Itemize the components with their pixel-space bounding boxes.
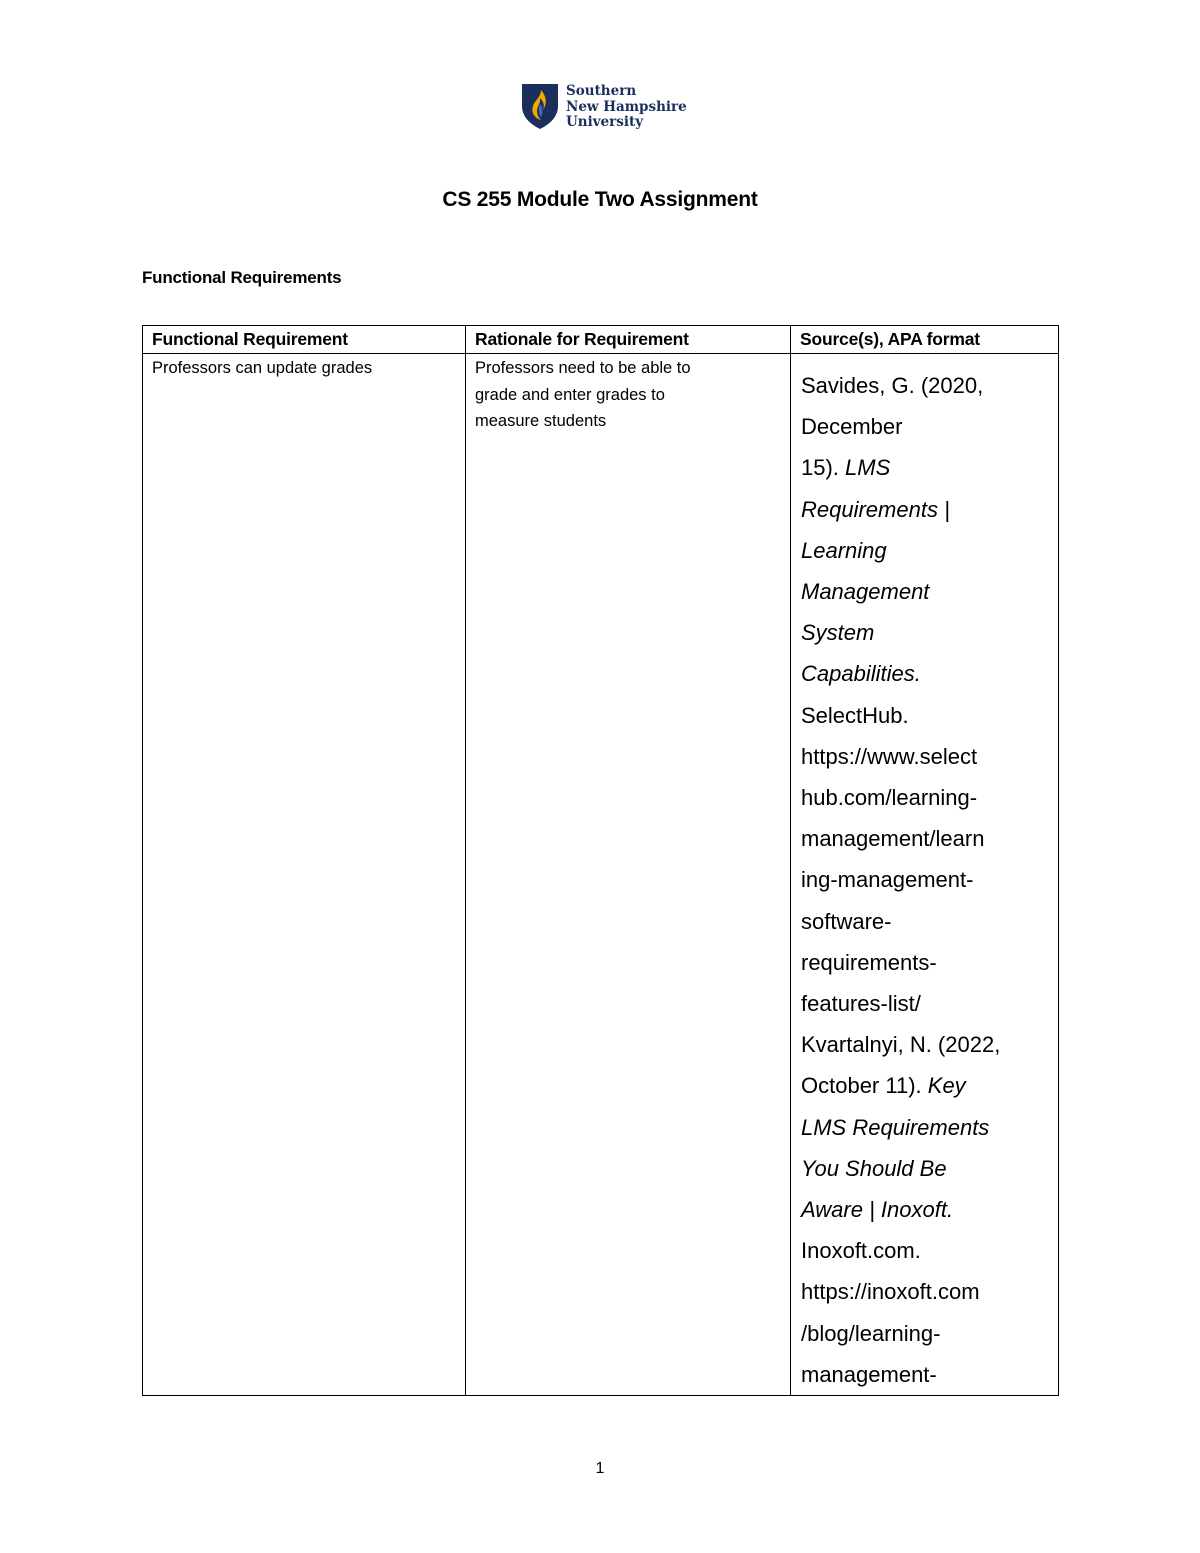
- source-citation-savides: [801, 365, 1059, 1024]
- citation-line: December: [801, 414, 903, 440]
- citation-url-line: requirements-: [801, 949, 937, 975]
- citation-url-line: ing-management-: [801, 867, 974, 893]
- header-rationale: Rationale for Requirement: [466, 326, 791, 354]
- citation-line: [801, 571, 1059, 612]
- citation-title: Key: [927, 1073, 966, 1099]
- logo-line-2: New Hampshire: [566, 98, 687, 115]
- citation-line: Kvartalnyi, N. (2022,: [801, 1032, 1001, 1058]
- citation-line: SelectHub.: [801, 702, 909, 728]
- citation-title: LMS Requirements: [801, 1114, 990, 1140]
- citation-title: LMS: [845, 455, 891, 481]
- university-logo: [520, 82, 687, 132]
- citation-title: Aware | Inoxoft.: [801, 1197, 954, 1223]
- sources-cell: [791, 354, 1059, 1396]
- citation-title: Learning: [801, 537, 887, 563]
- citation-url-line: /blog/learning-: [801, 1320, 941, 1346]
- source-citation-kvartalnyi: [801, 1024, 1059, 1395]
- citation-url-line: management-: [801, 1361, 937, 1387]
- citation-url-line: https://inoxoft.com: [801, 1279, 980, 1305]
- citation-line: [801, 612, 1059, 653]
- citation-title: System: [801, 620, 875, 646]
- table-header-row: [143, 326, 1059, 354]
- citation-url-line: software-: [801, 908, 892, 934]
- section-heading: Functional Requirements: [142, 268, 342, 287]
- citation-line: [801, 1107, 1059, 1148]
- document-title: CS 255 Module Two Assignment: [442, 188, 758, 211]
- header-functional-requirement: Functional Requirement: [143, 326, 466, 354]
- citation-title: You Should Be: [801, 1155, 947, 1181]
- requirement-cell: [143, 354, 466, 1396]
- citation-line: [801, 489, 1059, 530]
- citation-line: [801, 1189, 1059, 1230]
- citation-title: Capabilities.: [801, 661, 921, 687]
- requirement-text: Professors can update grades: [152, 359, 373, 377]
- rationale-line: measure students: [475, 412, 607, 430]
- header-sources: Source(s), APA format: [791, 326, 1059, 354]
- citation-title: Management: [801, 579, 930, 605]
- citation-line: Inoxoft.com.: [801, 1238, 921, 1264]
- page-number: 1: [595, 1460, 605, 1477]
- citation-title: Requirements |: [801, 496, 950, 522]
- citation-line: [801, 653, 1059, 694]
- citation-line: [801, 1148, 1059, 1189]
- citation-url-line: https://www.select: [801, 743, 978, 769]
- logo-line-1: Southern: [566, 83, 637, 99]
- university-wordmark: [566, 84, 687, 131]
- logo-line-3: University: [566, 114, 644, 130]
- citation-line: Savides, G. (2020,: [801, 373, 984, 398]
- citation-line: [801, 530, 1059, 571]
- citation-url-line: hub.com/learning-: [801, 785, 978, 811]
- shield-flame-icon: [520, 82, 560, 130]
- table-row: [143, 354, 1059, 1396]
- rationale-line: grade and enter grades to: [475, 385, 665, 404]
- citation-url-line: management/learn: [801, 826, 985, 852]
- rationale-cell: [466, 354, 791, 1396]
- citation-text: October 11).: [801, 1073, 928, 1099]
- citation-url-line: features-list/: [801, 991, 921, 1017]
- citation-line: [801, 1065, 1059, 1106]
- citation-text: 15).: [801, 455, 846, 481]
- citation-line: [801, 447, 1059, 488]
- rationale-line: Professors need to be able to: [475, 359, 691, 377]
- requirements-table: [142, 325, 1059, 1396]
